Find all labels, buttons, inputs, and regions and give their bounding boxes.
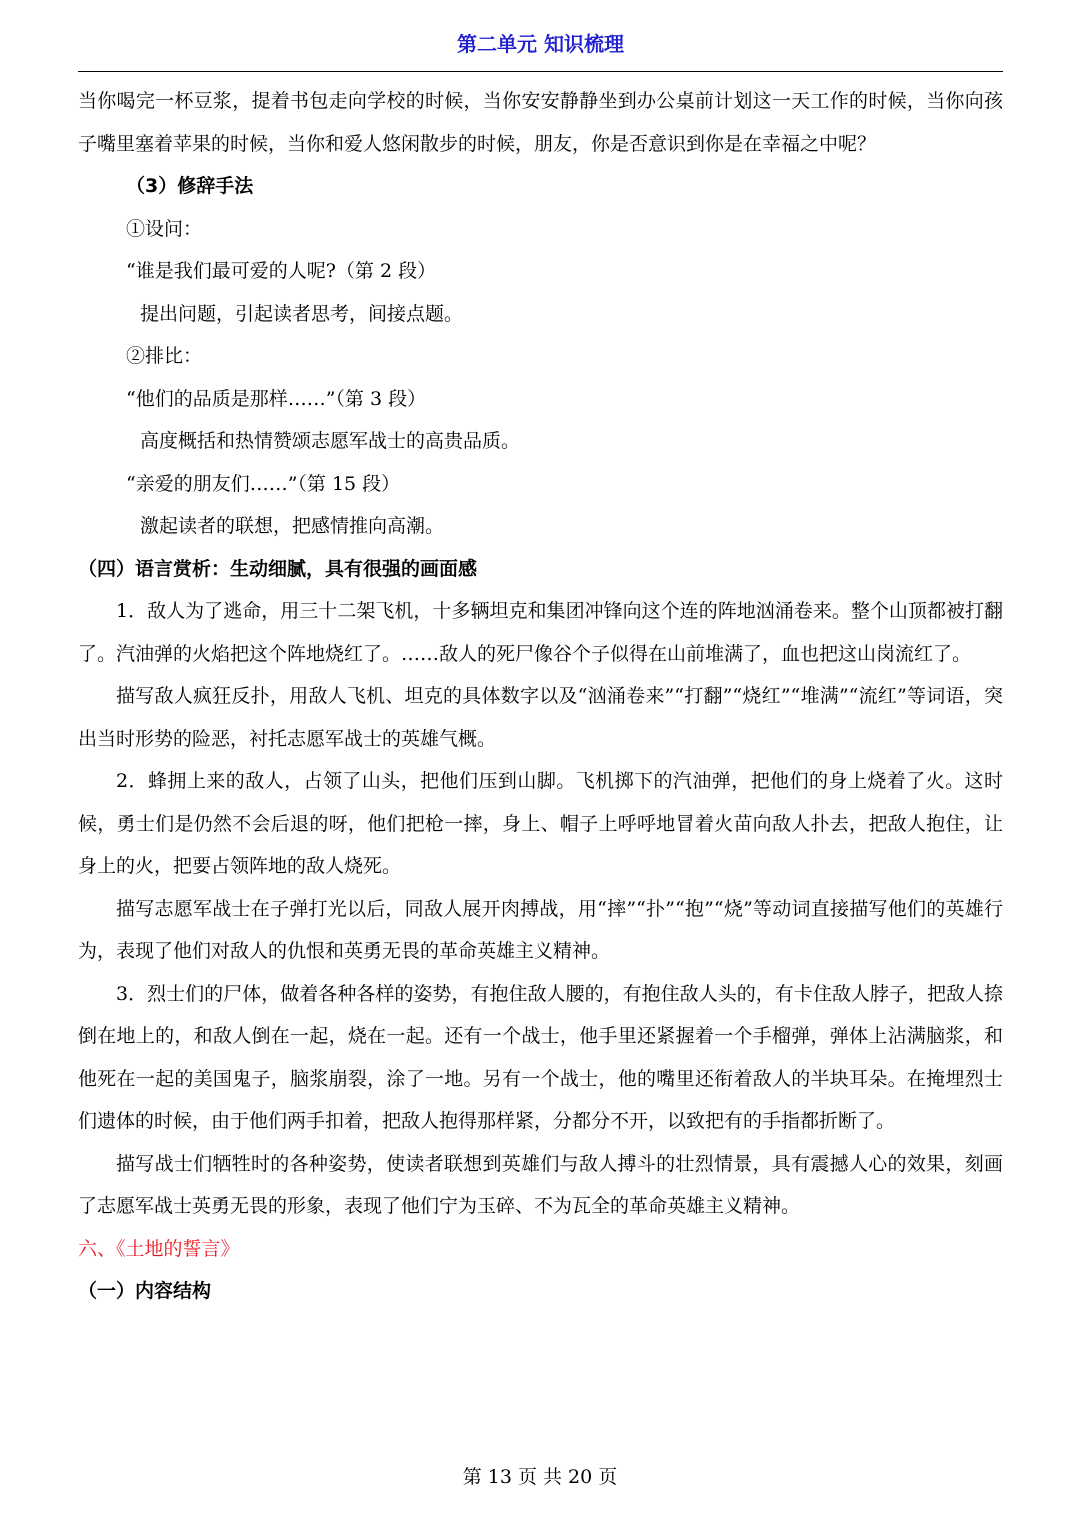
section4-excerpt-2: 2．蜂拥上来的敌人，占领了山头，把他们压到山脚。飞机掷下的汽油弹，把他们的身上烧着了火。这时候，勇士们是仍然不会后退的呀，他们把枪一摔，身上、帽子上呼呼地冒着火苗向敌人扑去，把敌人抱住，让身上的火，把要占领阵地的敌人烧死。 <box>78 770 1003 877</box>
rhetoric-heading: （3）修辞手法 <box>126 175 254 197</box>
section4-excerpt-3: 3．烈士们的尸体，做着各种各样的姿势，有抱住敌人腰的，有抱住敌人头的，有卡住敌人脖子，把敌人捺倒在地上的，和敌人倒在一起，烧在一起。还有一个战士，他手里还紧握着一个手榴弹，弹体上沾满脑浆，和他死在一起的美国鬼子，脑浆崩裂，涂了一地。另有一个战士，他的嘴里还衔着敌人的半块耳朵。在掩埋烈士们遗体的时候，由于他们两手扣着，把敌人抱得那样紧，分都分不开，以致把有的手指都折断了。 <box>78 982 1003 1132</box>
section4-excerpt-1: 1．敌人为了逃命，用三十二架飞机，十多辆坦克和集团冲锋向这个连的阵地汹涌卷来。整个山顶都被打翻了。汽油弹的火焰把这个阵地烧红了。……敌人的死尸像谷个子似得在山前堆满了，血也把这山岗流红了。 <box>78 600 1003 665</box>
section4-analysis-1: 描写敌人疯狂反扑，用敌人飞机、坦克的具体数字以及“汹涌卷来”“打翻”“烧红”“堆满”“流红”等词语，突出当时形势的险恶，衬托志愿军战士的英雄气概。 <box>78 685 1003 750</box>
section4-analysis-3: 描写战士们牺牲时的各种姿势，使读者联想到英雄们与敌人搏斗的壮烈情景，具有震撼人心的效果，刻画了志愿军战士英勇无畏的形象，表现了他们宁为玉碎、不为瓦全的革命英雄主义精神。 <box>78 1152 1003 1217</box>
header-divider <box>78 71 1003 72</box>
page-header-title: 第二单元 知识梳理 <box>457 32 624 56</box>
page-footer: 第 13 页 共 20 页 <box>462 1466 618 1488</box>
section4-heading: （四）语言赏析：生动细腻，具有很强的画面感 <box>78 557 478 580</box>
rhetoric-item2-note1: 高度概括和热情赞颂志愿军战士的高贵品质。 <box>140 430 521 452</box>
intro-paragraph: 当你喝完一杯豆浆，提着书包走向学校的时候，当你安安静静坐到办公桌前计划这一天工作的时候，当你向孩子嘴里塞着苹果的时候，当你和爱人悠闲散步的时候，朋友，你是否意识到你是在幸福之中呢？ <box>78 90 1003 155</box>
section6-subheading: （一）内容结构 <box>78 1280 212 1302</box>
rhetoric-item2-label: ②排比： <box>126 345 203 367</box>
rhetoric-item2-quote2: “亲爱的朋友们……”（第 15 段） <box>126 472 401 495</box>
section6-heading: 六、《土地的誓言》 <box>78 1237 240 1260</box>
section4-analysis-2: 描写志愿军战士在子弹打光以后，同敌人展开肉搏战，用“摔”“扑”“抱”“烧”等动词直接描写他们的英雄行为，表现了他们对敌人的仇恨和英勇无畏的革命英雄主义精神。 <box>78 897 1003 962</box>
rhetoric-item2-quote1: “他们的品质是那样……”（第 3 段） <box>126 387 427 410</box>
rhetoric-item1-label: ①设问： <box>126 217 203 240</box>
rhetoric-item2-note2: 激起读者的联想，把感情推向高潮。 <box>140 515 445 537</box>
rhetoric-item1-note: 提出问题，引起读者思考，间接点题。 <box>140 302 464 325</box>
page-content <box>78 80 1003 1313</box>
rhetoric-item1-quote: “谁是我们最可爱的人呢?（第 2 段） <box>126 260 437 282</box>
